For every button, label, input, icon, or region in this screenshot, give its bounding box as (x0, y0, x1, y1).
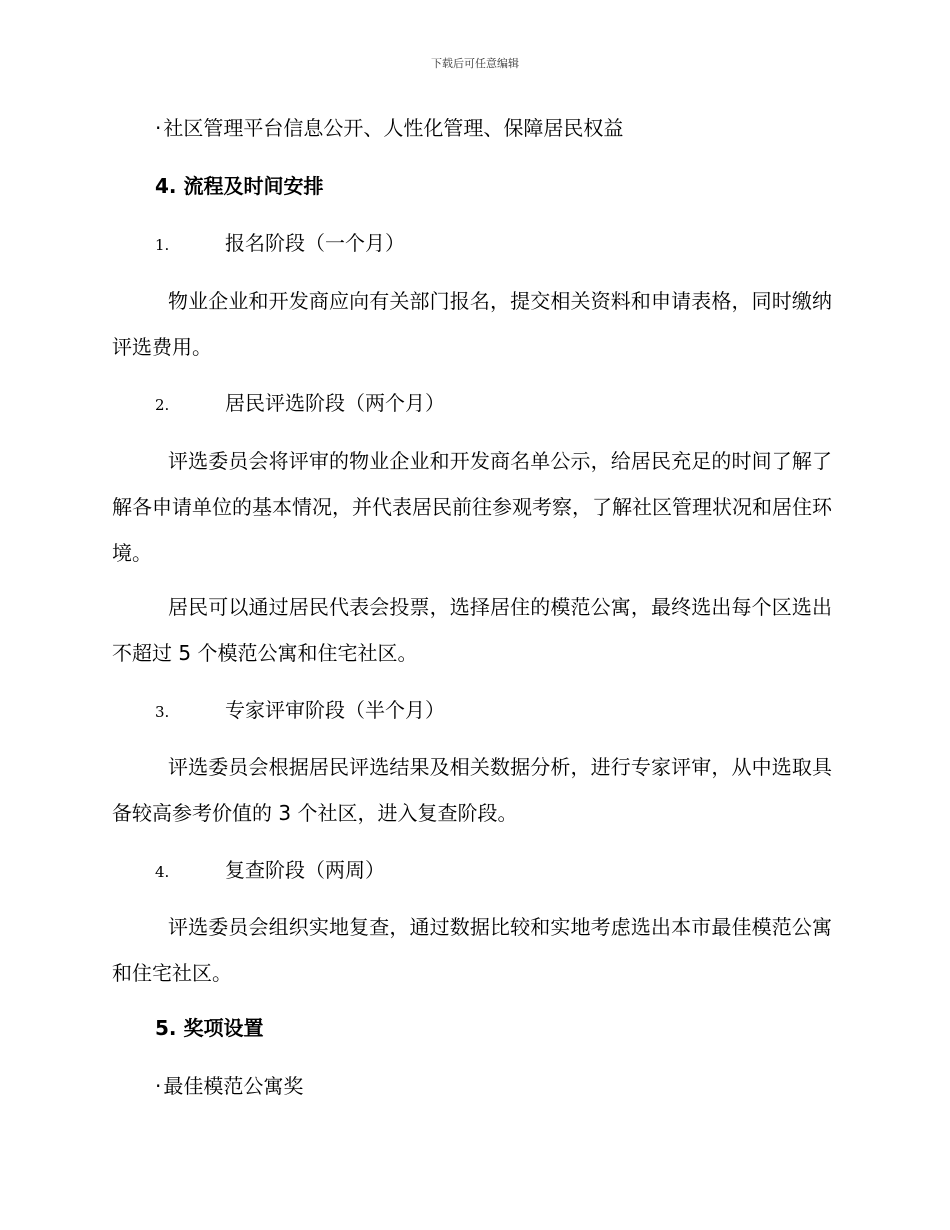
stage-title: 居民评选阶段（两个月） (225, 391, 445, 415)
stage-title: 复查阶段（两周） (225, 858, 385, 882)
bullet-symbol: · (155, 1074, 162, 1098)
page-header: 下载后可任意编辑 (431, 57, 519, 70)
stage-item-4 (155, 856, 385, 886)
section-heading-4: 4. 流程及时间安排 (155, 174, 324, 198)
bullet-text: 社区管理平台信息公开、人性化管理、保障居民权益 (163, 116, 624, 140)
stage-number: 4. (155, 863, 170, 881)
paragraph: 居民可以通过居民代表会投票，选择居住的模范公寓，最终选出每个区选出不超过 5 个模范公寓和住宅社区。 (112, 595, 832, 665)
paragraph: 物业企业和开发商应向有关部门报名，提交相关资料和申请表格，同时缴纳评选费用。 (112, 289, 832, 359)
bullet-item (155, 1072, 303, 1100)
bullet-item (155, 114, 623, 142)
stage-title: 专家评审阶段（半个月） (225, 698, 445, 722)
stage-item-1 (155, 229, 405, 259)
stage-number: 3. (155, 703, 170, 721)
paragraph: 评选委员会将评审的物业企业和开发商名单公示，给居民充足的时间了解了解各申请单位的基本情况，并代表居民前往参观考察，了解社区管理状况和居住环境。 (112, 449, 832, 565)
paragraph: 评选委员会组织实地复查，通过数据比较和实地考虑选出本市最佳模范公寓和住宅社区。 (112, 915, 832, 985)
stage-number: 1. (155, 236, 170, 254)
stage-title: 报名阶段（一个月） (225, 231, 405, 255)
bullet-text: 最佳模范公寓奖 (163, 1074, 304, 1098)
stage-item-2 (155, 389, 445, 419)
section-heading-5: 5. 奖项设置 (155, 1016, 264, 1040)
stage-item-3 (155, 696, 445, 726)
bullet-symbol: · (155, 116, 162, 140)
stage-number: 2. (155, 396, 170, 414)
paragraph: 评选委员会根据居民评选结果及相关数据分析，进行专家评审，从中选取具备较高参考价值的 3 个社区，进入复查阶段。 (112, 755, 832, 825)
